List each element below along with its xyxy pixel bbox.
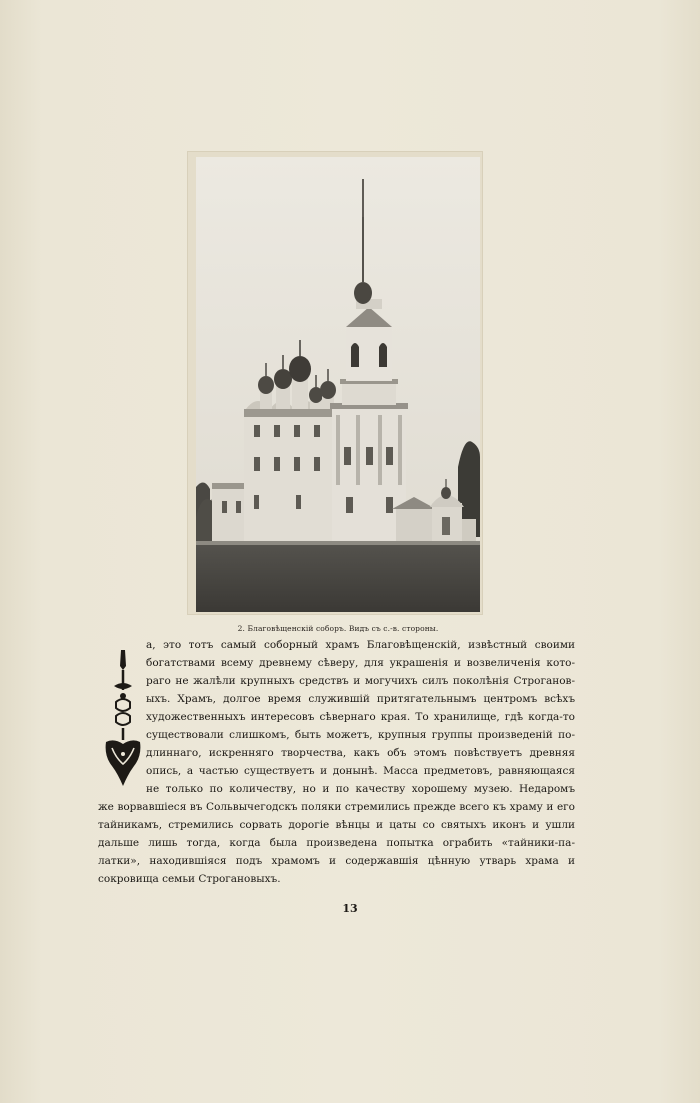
page-number: 13 — [342, 902, 358, 915]
body-line: длиннаго, искренняго творчества, какъ объ этомъ повѣствуетъ древняя — [146, 747, 575, 759]
body-line: художественныхъ интересовъ сѣвернаго края. То хранилище, гдѣ когда-то — [146, 711, 575, 723]
body-line: латки», находившіяся подъ храмомъ и содержавшія цѣнную утварь храма и — [98, 855, 575, 867]
body-line: опись, а частью существуетъ и донынѣ. Масса предметовъ, равняющаяся — [146, 765, 575, 777]
body-line: богатствами всему древнему сѣверу, для украшенія и возвеличенія кото- — [146, 657, 575, 669]
cathedral-photograph — [196, 157, 480, 612]
body-line: не только по количеству, но и по качеству хорошему музею. Недаромъ — [146, 783, 575, 795]
body-line: ыхъ. Храмъ, долгое время служившій притягательнымъ центромъ всѣхъ — [146, 693, 575, 705]
body-line: сокровища семьи Строгановыхъ. — [98, 873, 281, 885]
body-line: существовали слишкомъ, быть можетъ, крупныя группы произведеній по- — [146, 729, 575, 741]
body-line: тайникамъ, стремились сорвать дорогіе вѣнцы и цаты со святыхъ иконъ и ушли — [98, 819, 575, 831]
body-text — [98, 636, 575, 888]
body-line: раго не жалѣли крупныхъ средствъ и могучихъ силъ поколѣнія Строганов- — [146, 675, 575, 687]
body-line: а, это тотъ самый соборный храмъ Благовѣщенскій, извѣстный своими — [146, 639, 575, 651]
body-line: дальше лишь тогда, когда была произведена попытка ограбить «тайники-па- — [98, 837, 575, 849]
photo-caption: 2. Благовѣщенскій соборъ. Видъ съ с.-в. стороны. — [237, 624, 439, 633]
body-line: же ворвавшіеся въ Сольвычегодскъ поляки стремились прежде всего къ храму и его — [98, 801, 575, 813]
